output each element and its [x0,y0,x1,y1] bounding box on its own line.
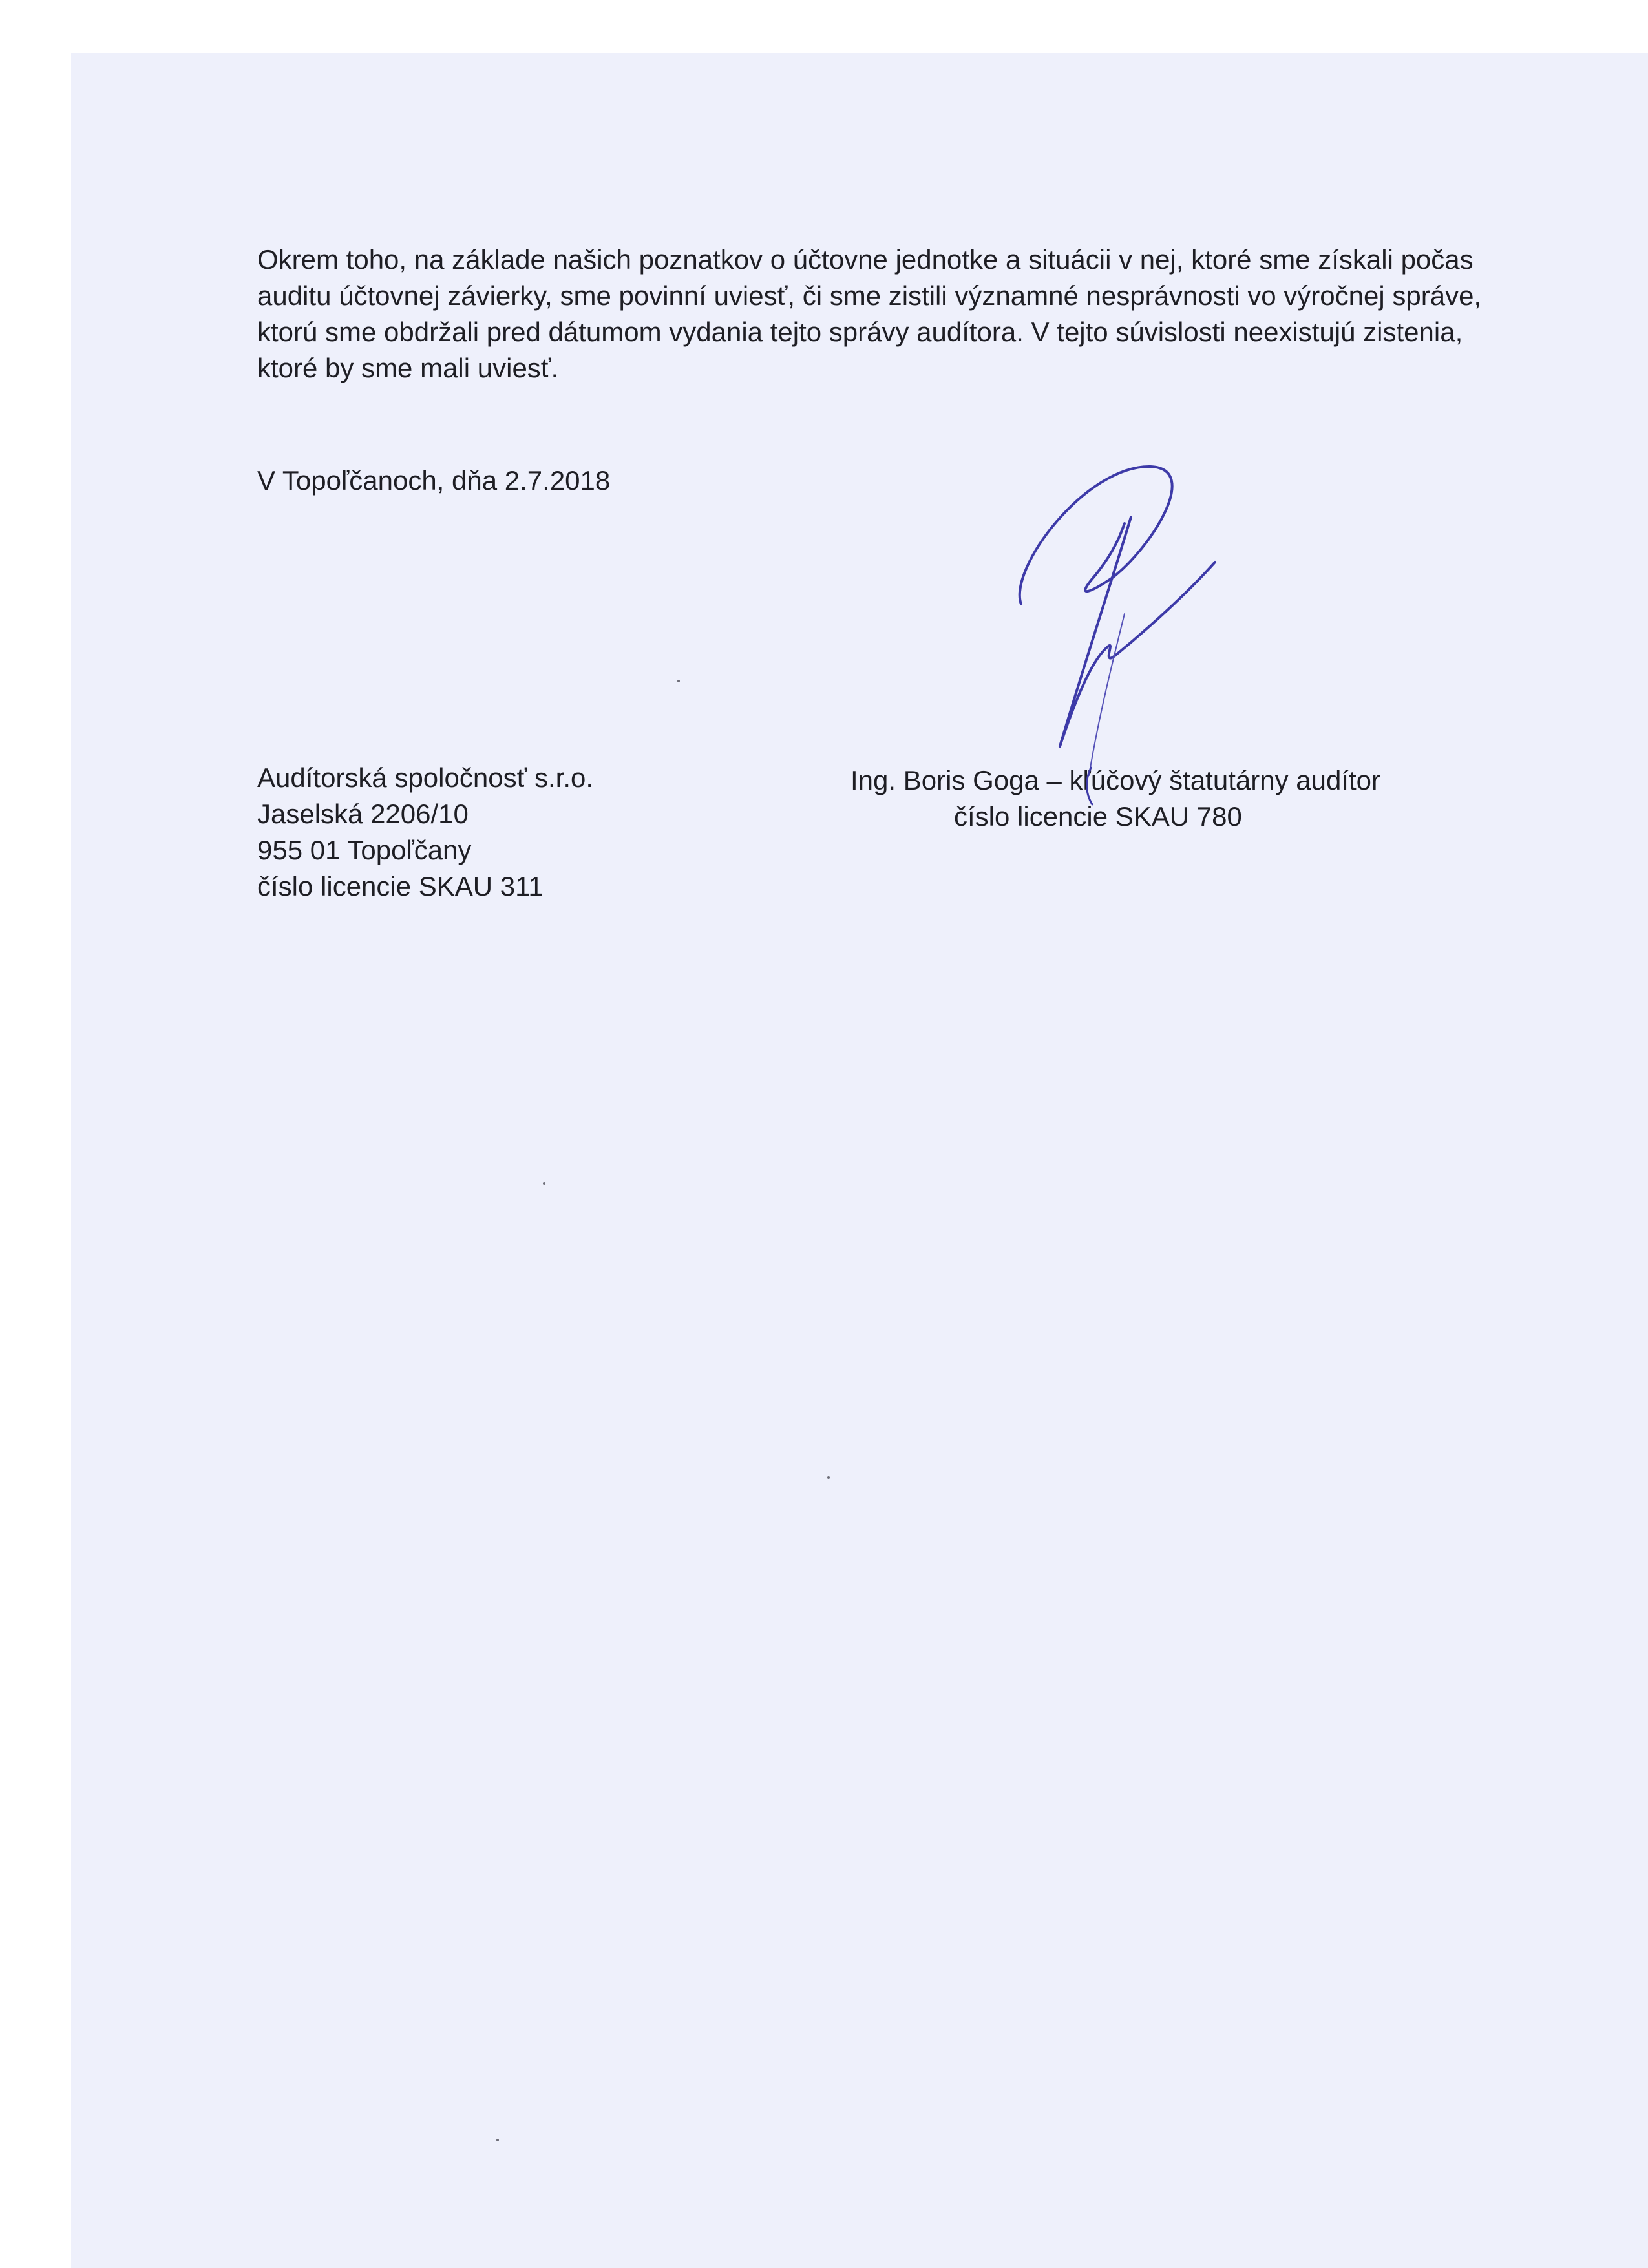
paragraph-line: ktoré by sme mali uviesť. [257,353,559,383]
handwritten-signature [995,452,1254,814]
company-name: Audítorská spoločnosť s.r.o. [257,762,594,793]
scan-speck [496,2139,499,2141]
auditor-license: číslo licencie SKAU 780 [954,801,1242,832]
auditor-name: Ing. Boris Goga – kľúčový štatutárny audítor [850,765,1381,795]
company-block [257,760,593,905]
company-city: 955 01 Topoľčany [257,835,472,865]
scan-speck [677,680,680,682]
paragraph-line: auditu účtovnej závierky, sme povinní uviesť, či sme zistili významné nesprávnosti vo výročnej správe, [257,280,1482,311]
paragraph-line: Okrem toho, na základe našich poznatkov o účtovne jednotke a situácii v nej, ktoré sme získali počas [257,244,1474,275]
company-street: Jaselská 2206/10 [257,799,469,829]
scan-speck [827,1476,830,1479]
company-license: číslo licencie SKAU 311 [257,871,544,901]
paragraph-line: ktorú sme obdržali pred dátumom vydania tejto správy audítora. V tejto súvislosti neexistujú zistenia, [257,317,1463,347]
place-and-date: V Topoľčanoch, dňa 2.7.2018 [257,465,611,496]
report-paragraph [257,242,1481,386]
scan-speck [543,1182,545,1185]
